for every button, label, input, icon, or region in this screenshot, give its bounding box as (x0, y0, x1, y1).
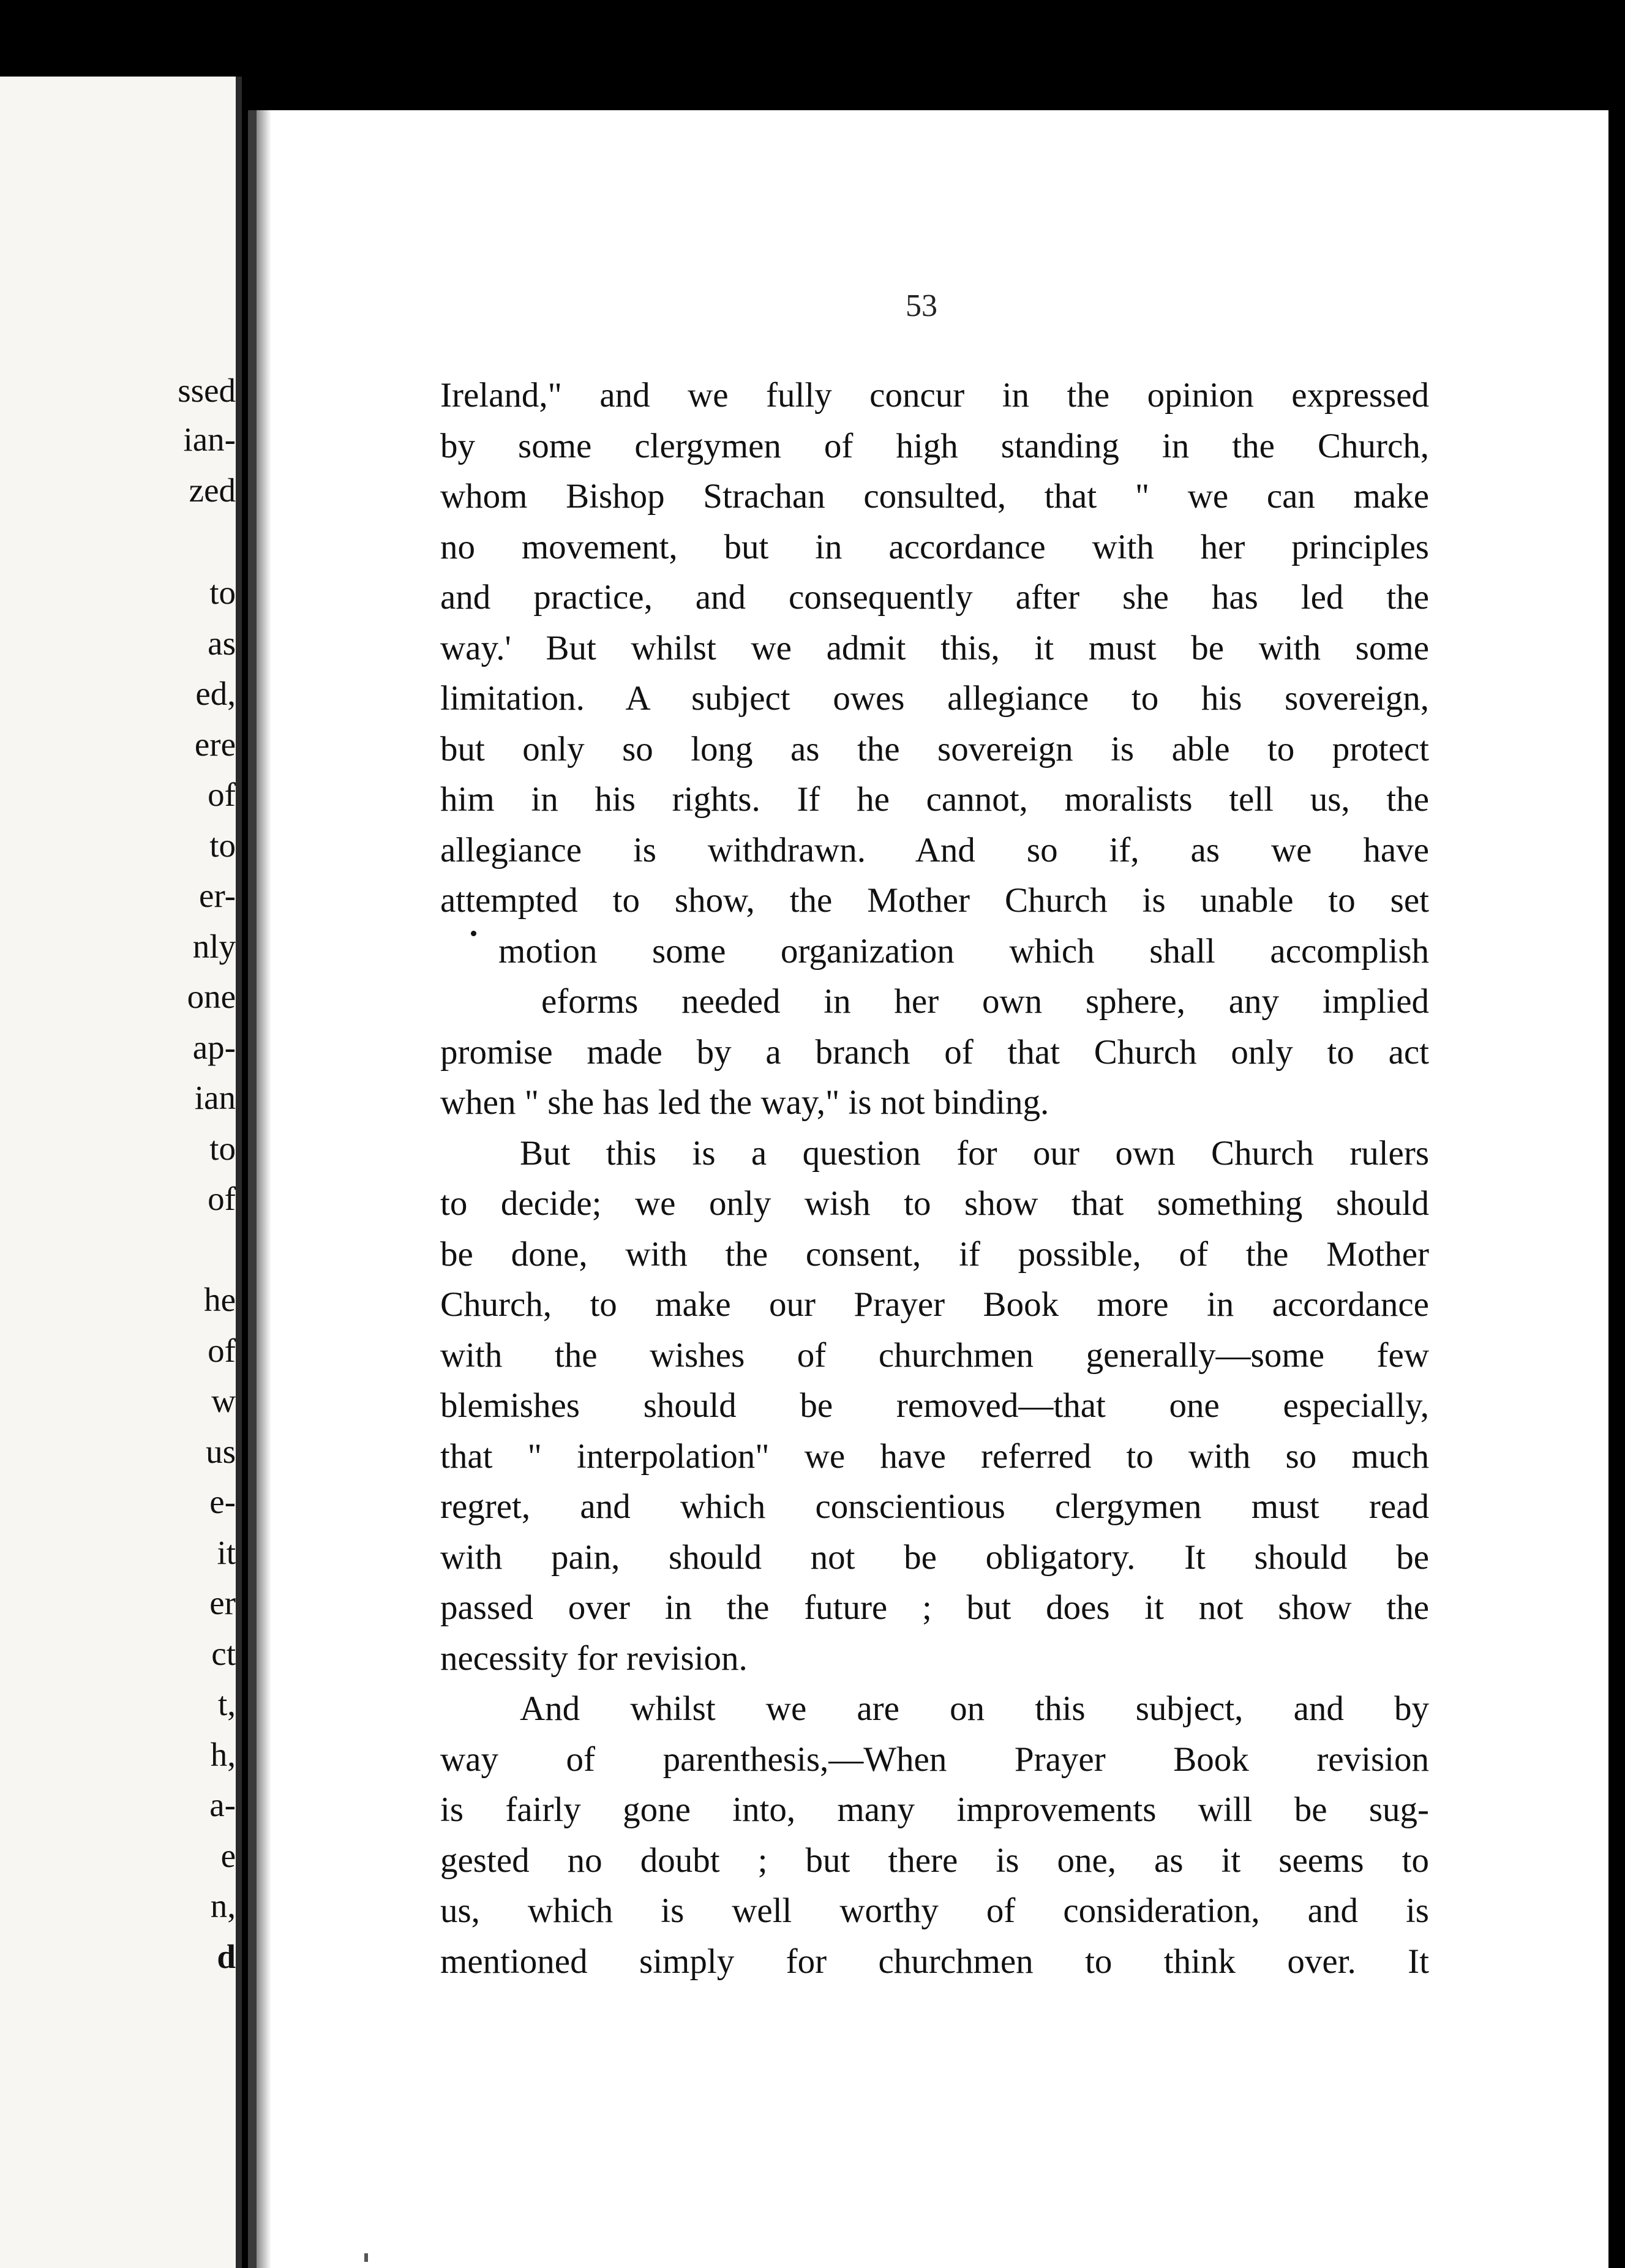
text-line: is fairly gone into, many improvements will be sug- (440, 1790, 1429, 1829)
text-line: us, which is well worthy of consideration, and is (440, 1891, 1429, 1930)
text-line: when " she has led the way," is not binding. (440, 1083, 1049, 1122)
text-line: motion some organization which shall accomplish (498, 931, 1429, 971)
left-fragment: n, (210, 1887, 236, 1924)
left-fragment: e- (209, 1483, 236, 1520)
text-line: that " interpolation" we have referred to with so much (440, 1436, 1429, 1476)
left-fragment: ssed (178, 372, 236, 409)
left-fragment: as (208, 625, 236, 662)
scan-artifact (364, 2253, 368, 2262)
left-fragment: h, (210, 1736, 236, 1773)
text-line: gested no doubt ; but there is one, as it seems to (440, 1841, 1429, 1880)
text-line: to decide; we only wish to show that something should (440, 1184, 1429, 1223)
text-line: whom Bishop Strachan consulted, that " we can make (440, 477, 1429, 516)
text-line: promise made by a branch of that Church only to act (440, 1032, 1429, 1072)
text-line: but only so long as the sovereign is able to protect (440, 729, 1429, 768)
left-fragment: t, (217, 1685, 236, 1722)
text-line: way of parenthesis,—When Prayer Book revision (440, 1740, 1429, 1779)
left-fragment: us (206, 1433, 236, 1470)
left-fragment: nly (192, 928, 236, 965)
text-line: by some clergymen of high standing in the Church, (440, 426, 1429, 465)
text-line: and practice, and consequently after she has led the (440, 578, 1429, 617)
left-fragment: er (209, 1584, 236, 1621)
text-line: limitation. A subject owes allegiance to his sovereign, (440, 679, 1429, 718)
text-line: eforms needed in her own sphere, any implied (541, 982, 1429, 1021)
left-fragment: to (209, 574, 236, 611)
text-line: mentioned simply for churchmen to think over. It (440, 1942, 1429, 1981)
left-fragment: it (217, 1534, 236, 1571)
left-fragment: ian (194, 1079, 236, 1116)
left-fragment: of (208, 1332, 236, 1369)
text-line: with pain, should not be obligatory. It should be (440, 1538, 1429, 1577)
left-page (0, 77, 242, 2268)
text-line: attempted to show, the Mother Church is unable to set (440, 881, 1429, 920)
text-line: passed over in the future ; but does it not show the (440, 1588, 1429, 1627)
text-line: regret, and which conscientious clergymen must read (440, 1487, 1429, 1526)
text-line: him in his rights. If he cannot, moralists tell us, the (440, 780, 1429, 819)
text-line: necessity for revision. (440, 1639, 748, 1678)
body-text (440, 370, 1429, 1987)
left-fragment: er- (199, 877, 236, 914)
text-line: And whilst we are on this subject, and by (520, 1689, 1429, 1728)
text-line: Church, to make our Prayer Book more in accordance (440, 1285, 1429, 1324)
text-line: blemishes should be removed—that one especially, (440, 1386, 1429, 1425)
left-fragment: one (187, 978, 236, 1015)
left-fragment: ed, (195, 675, 236, 712)
left-fragment: ct (211, 1635, 236, 1672)
text-line: no movement, but in accordance with her principles (440, 527, 1429, 566)
left-fragment: a- (209, 1786, 236, 1823)
left-fragment: of (208, 776, 236, 813)
left-fragment: ap- (192, 1029, 236, 1066)
text-line: way.' But whilst we admit this, it must be with some (440, 628, 1429, 667)
page-number: 53 (906, 288, 937, 323)
left-fragment: he (204, 1281, 236, 1318)
text-line: But this is a question for our own Church rulers (520, 1133, 1429, 1173)
left-fragment: to (209, 1130, 236, 1167)
text-line: Ireland," and we fully concur in the opinion expressed (440, 376, 1429, 415)
left-fragment: w (211, 1382, 236, 1419)
text-line: be done, with the consent, if possible, of the Mother (440, 1234, 1429, 1274)
left-fragment: to (209, 827, 236, 864)
text-line: with the wishes of churchmen generally—some few (440, 1335, 1429, 1375)
spine-shadow (257, 110, 271, 2268)
left-fragment: ian- (183, 421, 236, 458)
left-fragment: e (220, 1837, 236, 1874)
left-fragment: of (208, 1180, 236, 1217)
right-page (248, 110, 1608, 2268)
left-fragment: ere (194, 726, 236, 763)
left-fragment: zed (189, 471, 236, 509)
left-fragment: d (217, 1938, 236, 1975)
text-line: allegiance is withdrawn. And so if, as we have (440, 830, 1429, 869)
